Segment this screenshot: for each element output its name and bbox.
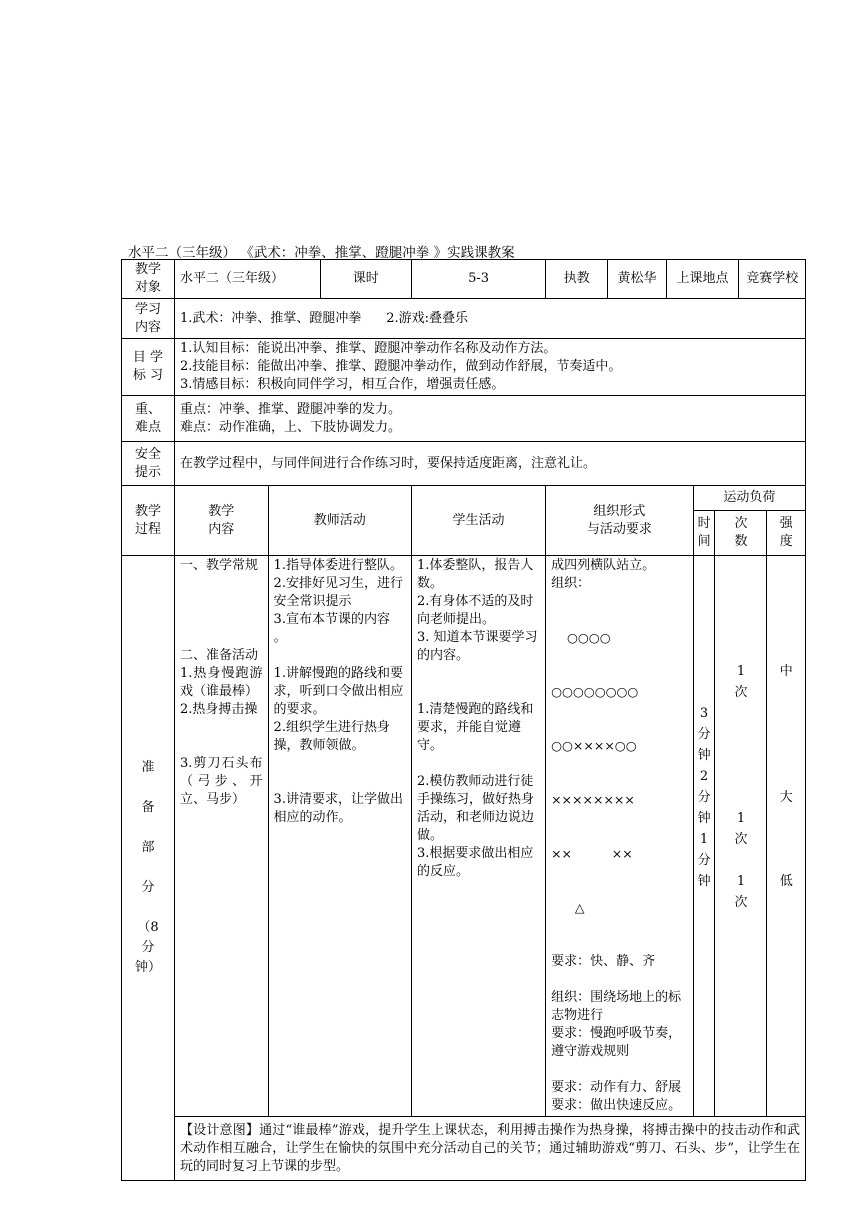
header-intensity: 强 度 [767,511,806,556]
document-title: 水平二（三年级） 《武术：冲拳、推掌、蹬腿冲拳 》实践课教案 [128,245,515,261]
formation-row: ○○○○○○○○ [551,684,639,699]
key-point-item: 难点：动作准确，上、下肢协调发力。 [180,419,402,435]
section-teacher-activity: 1.指导体委进行整队。 2.安排好见习生，进行安全常识提示 3.宣布本节课的内容 。 1.讲解慢跑的路线和要求，听到口令做出相应的要求。 2.组织学生进行热身操，教师领做。 3.讲清要求，让学做出相应的动作。 [268,556,411,1117]
teaching-object-label: 教学 对象 [122,260,175,299]
goal-item: 1.认知目标：能说出冲拳、推掌、蹬腿冲拳动作名称及动作方法。 [180,341,557,356]
formation-row: ○○○○ [551,630,611,645]
header-count: 次 数 [715,511,767,556]
key-points-label: 重、 难点 [122,396,175,442]
teaching-object-value: 水平二（三年级） [175,260,321,299]
header-teacher-activity: 教师活动 [268,486,411,556]
section-student-activity: 1.体委整队，报告人数。 2.有身体不适的及时向老师提出。 3. 知道本节课要学习的内容。 1.清楚慢跑的路线和要求，并能自觉遵守。 2.模仿教师动进行徒手操练习，做好热身活动，和老师边说边做。 3.根据要求做出相应的反应。 [412,556,546,1117]
header-student-activity: 学生活动 [412,486,546,556]
key-point-item: 重点：冲拳、推掌、蹬腿冲拳的发力。 [180,401,402,417]
formation-row: ×××××××× [551,792,635,807]
header-organization: 组织形式 与活动要求 [546,486,694,556]
section-time: 3 分 钟 2 分 钟 1 分 钟 [693,556,715,1117]
header-time: 时 间 [693,511,715,556]
period-label: 课时 [320,260,411,299]
section-organization: 成四列横队站立。 组织： ○○○○ ○○○○○○○○ ○○××××○○ ×××××××× ×× ×× △ 要求：快、静、齐 组织：围绕场地上的标志物进行 要求：慢跑呼吸节奏，遵守游戏规则 要求：动作有力、舒展 要求：做出快速反应。 [546,556,694,1117]
teacher-value: 黄松华 [608,260,666,299]
header-content: 教学 内容 [175,486,269,556]
section-count: 1 次 1 次 1 次 [715,556,767,1117]
section-intensity: 中 大 低 [767,556,806,1117]
formation-row: ×× ×× [551,846,633,861]
header-process: 教学 过程 [122,486,175,556]
goals-list [175,339,806,396]
goal-item: 3.情感目标：积极向同伴学习，相互合作，增强责任感。 [180,377,505,392]
formation-row: ○○××××○○ [551,738,637,753]
section-content: 一、教学常规 二、准备活动 1.热身慢跑游戏（谁最棒） 2.热身搏击操 3.剪刀石头布（弓步、开立、马步） [175,556,269,1117]
safety-value: 在教学过程中，与同伴间进行合作练习时，要保持适度距离，注意礼让。 [175,442,806,486]
goals-label: 目 学 标 习 [122,339,175,396]
period-value: 5-3 [412,260,546,299]
key-points-list [175,396,806,442]
safety-label: 安全 提示 [122,442,175,486]
content-label: 学习 内容 [122,299,175,339]
content-value: 1.武术：冲拳、推掌、蹬腿冲拳 2.游戏:叠叠乐 [175,299,806,339]
design-intent: 【设计意图】通过“谁最棒”游戏，提升学生上课状态，利用搏击操作为热身操，将搏击操中的技击动作和武术动作相互融合，让学生在愉快的氛围中充分活动自己的关节；通过辅助游戏“剪刀、石头、步”，让学生在玩的同时复习上节课的步型。 [175,1117,806,1181]
header-exercise-load: 运动负荷 [693,486,805,511]
formation-row: △ [551,900,585,915]
location-label: 上课地点 [666,260,739,299]
section-label: 准 备 部 分 （8 分 钟） [122,556,175,1181]
location-value: 竞赛学校 [739,260,806,299]
formation-diagram [551,593,688,953]
teacher-label: 执教 [546,260,608,299]
lesson-plan-table [121,259,806,1181]
goal-item: 2.技能目标：能做出冲拳、推掌、蹬腿冲拳动作，做到动作舒展，节奏适中。 [180,359,622,374]
